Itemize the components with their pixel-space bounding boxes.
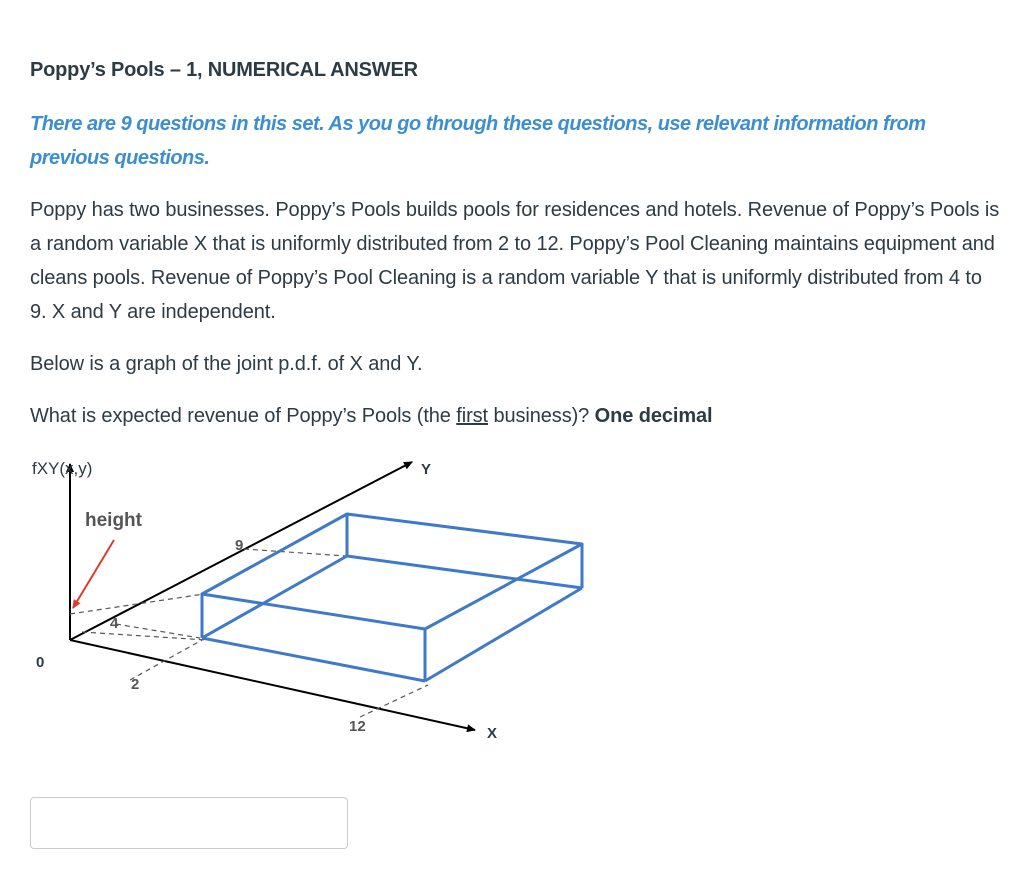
numerical-answer-input[interactable] bbox=[30, 797, 348, 849]
tick-x-12: 12 bbox=[349, 718, 366, 735]
height-pointer-arrow bbox=[73, 540, 114, 608]
height-label: height bbox=[85, 510, 142, 531]
question-title: Poppy’s Pools – 1, NUMERICAL ANSWER bbox=[30, 59, 418, 81]
joint-pdf-figure bbox=[30, 452, 600, 742]
graph-intro-text: Below is a graph of the joint p.d.f. of X and Y. bbox=[30, 353, 423, 375]
question-set-intro: There are 9 questions in this set. As you go through these questions, use relevant information from previous questions. bbox=[30, 113, 926, 169]
pdf-box bbox=[202, 514, 582, 681]
tick-y-9: 9 bbox=[235, 537, 244, 554]
first-underlined-word: first bbox=[456, 405, 489, 427]
x-axis-label: X bbox=[487, 725, 498, 742]
question-prompt-text-after: business)? bbox=[488, 405, 595, 427]
dashed-guides bbox=[70, 549, 428, 717]
tick-y-4: 4 bbox=[110, 615, 119, 632]
z-axis-label: fXY(x,y) bbox=[32, 459, 93, 478]
question-prompt-text: What is expected revenue of Poppy’s Pools (the bbox=[30, 405, 457, 427]
problem-description: Poppy has two businesses. Poppy’s Pools builds pools for residences and hotels. Revenue of Poppy’s Pools is a random variable X that is uniformly distributed from 2 to 12. Poppy’s Pool Cleaning maintains equipment and cleans pools. Revenue of Poppy’s Pool Cleaning is a random variable Y that is uniformly distributed from 4 to 9. X and Y are independent. bbox=[30, 199, 1000, 323]
question-prompt bbox=[30, 399, 1000, 433]
y-axis-label: Y bbox=[421, 461, 432, 478]
origin-label: 0 bbox=[36, 654, 45, 671]
joint-pdf-diagram bbox=[30, 452, 600, 742]
decimal-instruction: One decimal bbox=[594, 405, 713, 427]
tick-x-2: 2 bbox=[131, 676, 140, 693]
